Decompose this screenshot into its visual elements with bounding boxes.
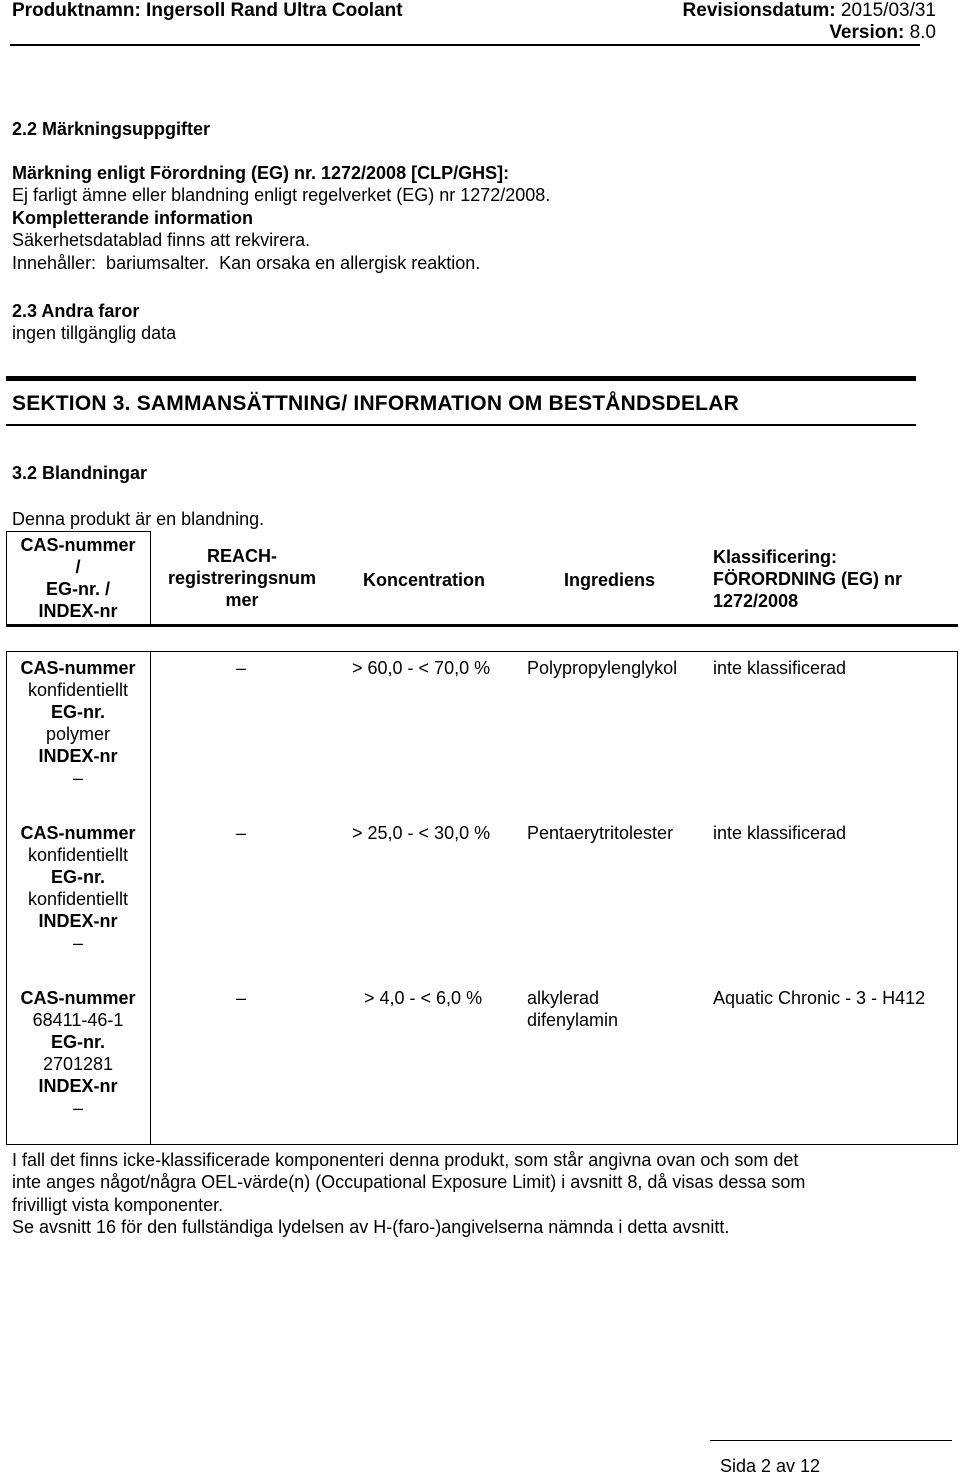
concentration: > 25,0 - < 30,0 % — [352, 823, 491, 843]
page-number: Sida 2 av 12 — [720, 1456, 821, 1476]
footnote-line-3: frivilligt vista komponenter. — [12, 1195, 224, 1215]
heading-2-3: 2.3 Andra faror — [12, 301, 140, 321]
header-concentration: Koncentration — [363, 570, 486, 590]
ingredient: alkylerad difenylamin — [527, 988, 619, 1030]
section-3-title: SEKTION 3. SAMMANSÄTTNING/ INFORMATION OM BESTÅNDSDELAR — [12, 392, 739, 415]
version-label: Version: — [829, 22, 905, 43]
product-name: Produktnamn: Ingersoll Rand Ultra Coolant — [12, 0, 403, 21]
table-row: CAS-nummer konfidentiellt EG-nr. polymer INDEX-nr – — [20, 658, 136, 788]
heading-3-2: 3.2 Blandningar — [12, 463, 148, 483]
footer-rule — [710, 1440, 952, 1441]
revision-label: Revisionsdatum: — [682, 0, 836, 21]
footnote-line-1: I fall det finns icke-klassificerade komponenteri denna produkt, som står angivna ovan och som det — [12, 1150, 799, 1170]
supplementary-line-2: Innehåller: bariumsalter. Kan orsaka en allergisk reaktion. — [12, 253, 481, 273]
table-row: CAS-nummer 68411-46-1 EG-nr. 2701281 INDEX-nr – — [20, 988, 136, 1118]
reach-number: – — [236, 658, 247, 678]
classification: inte klassificerad — [713, 658, 847, 678]
ingredient: Pentaerytritolester — [527, 823, 674, 843]
version-value: 8.0 — [909, 22, 936, 43]
footnote-line-4: Se avsnitt 16 för den fullständiga lydelsen av H-(faro-)angivelserna nämnda i detta avsnitt. — [12, 1217, 730, 1237]
reach-number: – — [236, 988, 247, 1008]
concentration: > 60,0 - < 70,0 % — [352, 658, 491, 678]
classification: inte klassificerad — [713, 823, 847, 843]
header-ingredient: Ingrediens — [564, 570, 656, 590]
supplementary-line-1: Säkerhetsdatablad finns att rekvirera. — [12, 230, 311, 250]
label-text: Ej farligt ämne eller blandning enligt regelverket (EG) nr 1272/2008. — [12, 185, 551, 205]
header-reach: REACH- registreringsnum mer — [167, 546, 317, 610]
classification: Aquatic Chronic - 3 - H412 — [713, 988, 926, 1008]
footnote-line-2: inte anges något/några OEL-värde(n) (Occupational Exposure Limit) i avsnitt 8, då visas dessa som — [12, 1172, 806, 1192]
supplementary-heading: Kompletterande information — [12, 208, 254, 228]
table-row: CAS-nummer konfidentiellt EG-nr. konfidentiellt INDEX-nr – — [20, 823, 136, 953]
revision-date-value: 2015/03/31 — [840, 0, 936, 21]
concentration: > 4,0 - < 6,0 % — [364, 988, 483, 1008]
reach-number: – — [236, 823, 247, 843]
heading-2-2: 2.2 Märkningsuppgifter — [12, 119, 211, 139]
other-hazards-text: ingen tillgänglig data — [12, 323, 177, 343]
header-cas: CAS-nummer / EG-nr. / INDEX-nr — [20, 535, 136, 621]
mixture-intro: Denna produkt är en blandning. — [12, 509, 265, 529]
header-classification: Klassificering: FÖRORDNING (EG) nr 1272/2008 — [713, 547, 902, 611]
ingredient: Polypropylenglykol — [527, 658, 678, 678]
label-heading: Märkning enligt Förordning (EG) nr. 1272/2008 [CLP/GHS]: — [12, 163, 510, 183]
